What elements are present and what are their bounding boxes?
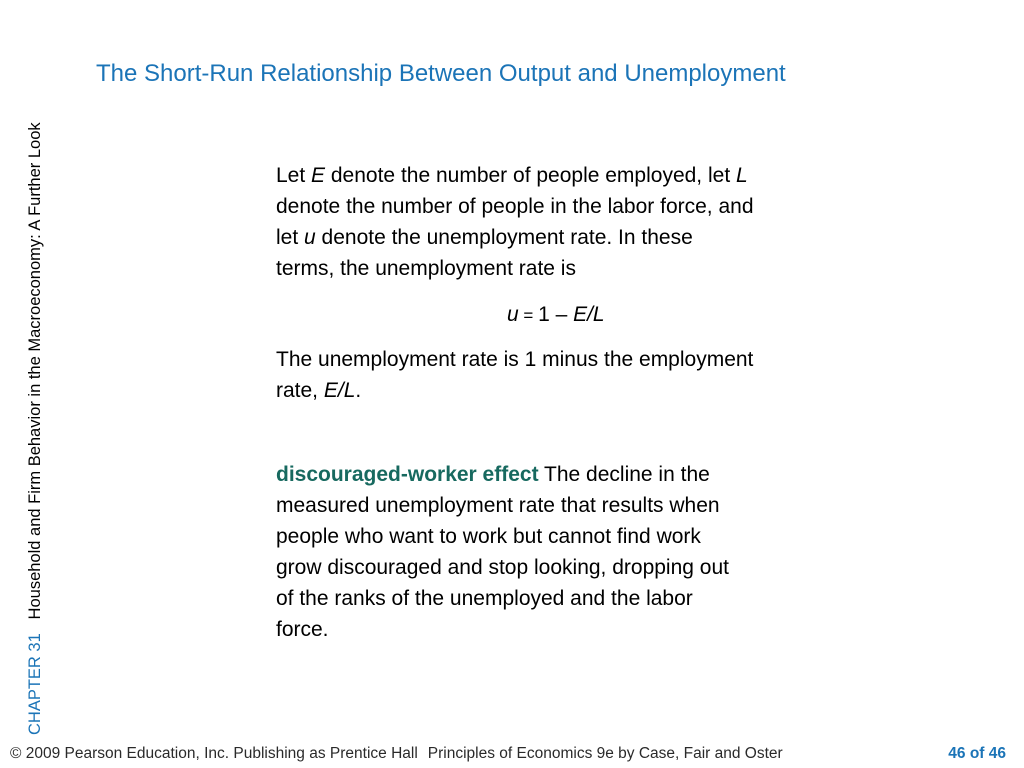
paragraph-line: The unemployment rate is 1 minus the employment [276, 348, 754, 371]
paragraph-line: Let E denote the number of people employed, let L [276, 164, 748, 187]
paragraph-line: terms, the unemployment rate is [276, 257, 576, 280]
copyright-text: © 2009 Pearson Education, Inc. Publishing as Prentice Hall [10, 745, 418, 762]
glossary-term: discouraged-worker effect [276, 463, 539, 486]
paragraph-line: let u denote the unemployment rate. In these [276, 226, 693, 249]
definition-line: of the ranks of the unemployed and the labor [276, 587, 693, 610]
book-credit: Principles of Economics 9e by Case, Fair and Oster [427, 745, 783, 762]
definition-line: force. [276, 618, 329, 641]
definition-line: grow discouraged and stop looking, dropping out [276, 556, 729, 579]
discouraged-worker-definition [276, 459, 729, 645]
paragraph-rate [276, 344, 753, 406]
paragraph-line: rate, E/L. [276, 379, 362, 402]
footer [10, 745, 783, 763]
unemployment-formula: u = 1 – E/L [507, 303, 605, 326]
page-number: 46 of 46 [948, 745, 1006, 762]
definition-line: discouraged-worker effect The decline in the [276, 463, 710, 486]
definition-line: measured unemployment rate that results when [276, 494, 720, 517]
chapter-subtitle: Household and Firm Behavior in the Macroeconomy: A Further Look [26, 122, 44, 620]
paragraph-definitions [276, 160, 876, 284]
paragraph-line: denote the number of people in the labor force, and [276, 195, 754, 218]
definition-line: people who want to work but cannot find work [276, 525, 701, 548]
slide-title: The Short-Run Relationship Between Output and Unemployment [96, 60, 786, 87]
chapter-label: CHAPTER 31 [26, 633, 44, 735]
chapter-sidebar [22, 35, 48, 735]
